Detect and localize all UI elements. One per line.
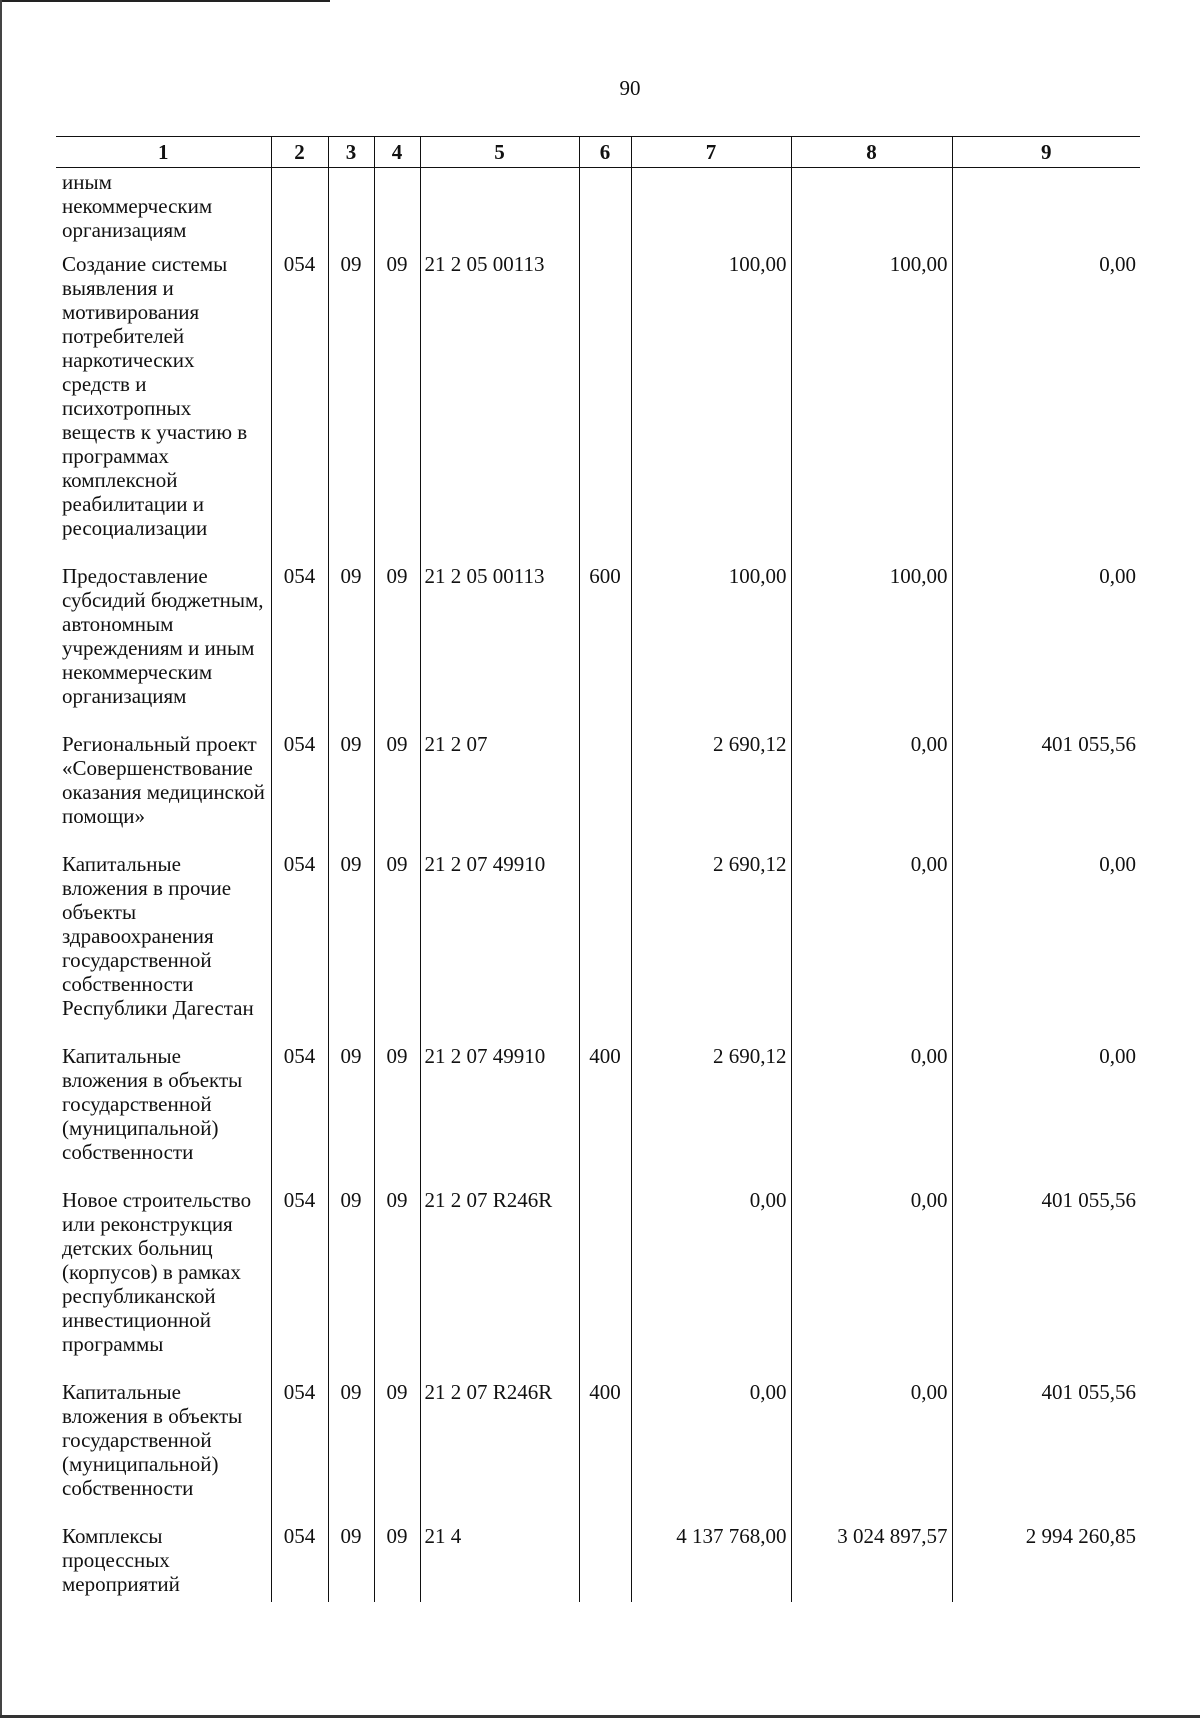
row-col-8: 0,00: [791, 722, 952, 842]
row-name: Капитальные вложения в объекты государственной (муниципальной) собственности: [62, 1380, 243, 1500]
header-col-2: 2: [271, 137, 328, 168]
row-col-7: 2 690,12: [631, 1034, 791, 1178]
row-col-7: 100,00: [631, 242, 791, 554]
row-col-6: [579, 722, 631, 842]
scan-edge-top: [0, 0, 330, 2]
table-row: [56, 1370, 1140, 1514]
row-col-7: 0,00: [631, 1178, 791, 1370]
header-col-8: 8: [791, 137, 952, 168]
row-col-9: 2 994 260,85: [952, 1514, 1140, 1602]
table-row: [56, 1034, 1140, 1178]
row-col-6: [579, 242, 631, 554]
table-header-row: [56, 137, 1140, 168]
row-col-6: [579, 842, 631, 1034]
row-col-5: 21 2 07 49910: [420, 842, 579, 1034]
row-col-4: 09: [374, 1178, 420, 1370]
row-col-6: 600: [579, 554, 631, 722]
row-col-9: 401 055,56: [952, 1370, 1140, 1514]
row-col-2: 054: [271, 1178, 328, 1370]
row-col-9: [952, 168, 1140, 243]
scan-edge-left: [0, 0, 2, 1718]
row-name: Предоставление субсидий бюджетным, автономным учреждениям и иным некоммерческим организациям: [62, 564, 264, 708]
row-col-2: 054: [271, 1370, 328, 1514]
row-col-3: 09: [328, 1514, 374, 1602]
row-col-8: 0,00: [791, 1178, 952, 1370]
row-col-9: 0,00: [952, 842, 1140, 1034]
header-col-1: 1: [56, 137, 271, 168]
row-col-5: 21 2 07 R246R: [420, 1370, 579, 1514]
row-col-2: 054: [271, 1514, 328, 1602]
row-col-5: 21 2 07 49910: [420, 1034, 579, 1178]
header-col-5: 5: [420, 137, 579, 168]
row-name: Комплексы процессных мероприятий: [62, 1524, 180, 1596]
row-col-4: 09: [374, 1034, 420, 1178]
row-col-4: 09: [374, 1370, 420, 1514]
table-row: [56, 168, 1140, 243]
row-col-7: 4 137 768,00: [631, 1514, 791, 1602]
row-col-5: 21 2 07: [420, 722, 579, 842]
budget-table: [56, 136, 1140, 1602]
row-col-4: 09: [374, 1514, 420, 1602]
row-col-3: [328, 168, 374, 243]
row-col-3: 09: [328, 722, 374, 842]
row-col-6: [579, 168, 631, 243]
table-row: [56, 554, 1140, 722]
row-col-4: [374, 168, 420, 243]
row-col-2: [271, 168, 328, 243]
header-col-7: 7: [631, 137, 791, 168]
table-row: [56, 722, 1140, 842]
page-number: 90: [619, 76, 641, 100]
row-col-6: [579, 1178, 631, 1370]
row-col-4: 09: [374, 242, 420, 554]
row-col-6: [579, 1514, 631, 1602]
row-col-4: 09: [374, 842, 420, 1034]
row-col-3: 09: [328, 242, 374, 554]
row-name: Создание системы выявления и мотивирования потребителей наркотических средств и психотропных веществ к участию в программах комплексной реабилитации и ресоциализации: [62, 252, 248, 540]
row-col-2: 054: [271, 1034, 328, 1178]
row-col-5: 21 2 05 00113: [420, 554, 579, 722]
row-col-2: 054: [271, 554, 328, 722]
row-col-7: 0,00: [631, 1370, 791, 1514]
row-col-8: 0,00: [791, 1034, 952, 1178]
row-col-3: 09: [328, 554, 374, 722]
header-col-9: 9: [952, 137, 1140, 168]
row-col-9: 0,00: [952, 1034, 1140, 1178]
row-name: Капитальные вложения в объекты государственной (муниципальной) собственности: [62, 1044, 243, 1164]
row-col-4: 09: [374, 722, 420, 842]
row-col-9: 0,00: [952, 242, 1140, 554]
header-col-6: 6: [579, 137, 631, 168]
row-name: иным некоммерческим организациям: [62, 170, 213, 242]
row-col-8: 3 024 897,57: [791, 1514, 952, 1602]
row-col-8: [791, 168, 952, 243]
row-col-6: 400: [579, 1370, 631, 1514]
row-col-9: 401 055,56: [952, 1178, 1140, 1370]
row-name: Новое строительство или реконструкция детских больниц (корпусов) в рамках республиканской инвестиционной программы: [62, 1188, 252, 1356]
row-col-5: 21 2 07 R246R: [420, 1178, 579, 1370]
row-col-3: 09: [328, 1034, 374, 1178]
table-row: [56, 242, 1140, 554]
row-col-6: 400: [579, 1034, 631, 1178]
row-col-7: 2 690,12: [631, 842, 791, 1034]
row-name: Региональный проект «Совершенствование оказания медицинской помощи»: [62, 732, 265, 828]
row-col-7: [631, 168, 791, 243]
row-col-8: 100,00: [791, 242, 952, 554]
table-row: [56, 842, 1140, 1034]
header-col-3: 3: [328, 137, 374, 168]
row-col-3: 09: [328, 1178, 374, 1370]
row-col-5: 21 4: [420, 1514, 579, 1602]
row-col-8: 100,00: [791, 554, 952, 722]
row-col-4: 09: [374, 554, 420, 722]
table-row: [56, 1514, 1140, 1602]
row-col-2: 054: [271, 242, 328, 554]
table-row: [56, 1178, 1140, 1370]
row-col-2: 054: [271, 842, 328, 1034]
header-col-4: 4: [374, 137, 420, 168]
row-col-5: 21 2 05 00113: [420, 242, 579, 554]
row-name: Капитальные вложения в прочие объекты здравоохранения государственной собственности Республики Дагестан: [62, 852, 254, 1020]
row-col-5: [420, 168, 579, 243]
row-col-3: 09: [328, 842, 374, 1034]
row-col-8: 0,00: [791, 842, 952, 1034]
row-col-8: 0,00: [791, 1370, 952, 1514]
row-col-3: 09: [328, 1370, 374, 1514]
row-col-9: 0,00: [952, 554, 1140, 722]
row-col-9: 401 055,56: [952, 722, 1140, 842]
row-col-7: 2 690,12: [631, 722, 791, 842]
row-col-2: 054: [271, 722, 328, 842]
row-col-7: 100,00: [631, 554, 791, 722]
